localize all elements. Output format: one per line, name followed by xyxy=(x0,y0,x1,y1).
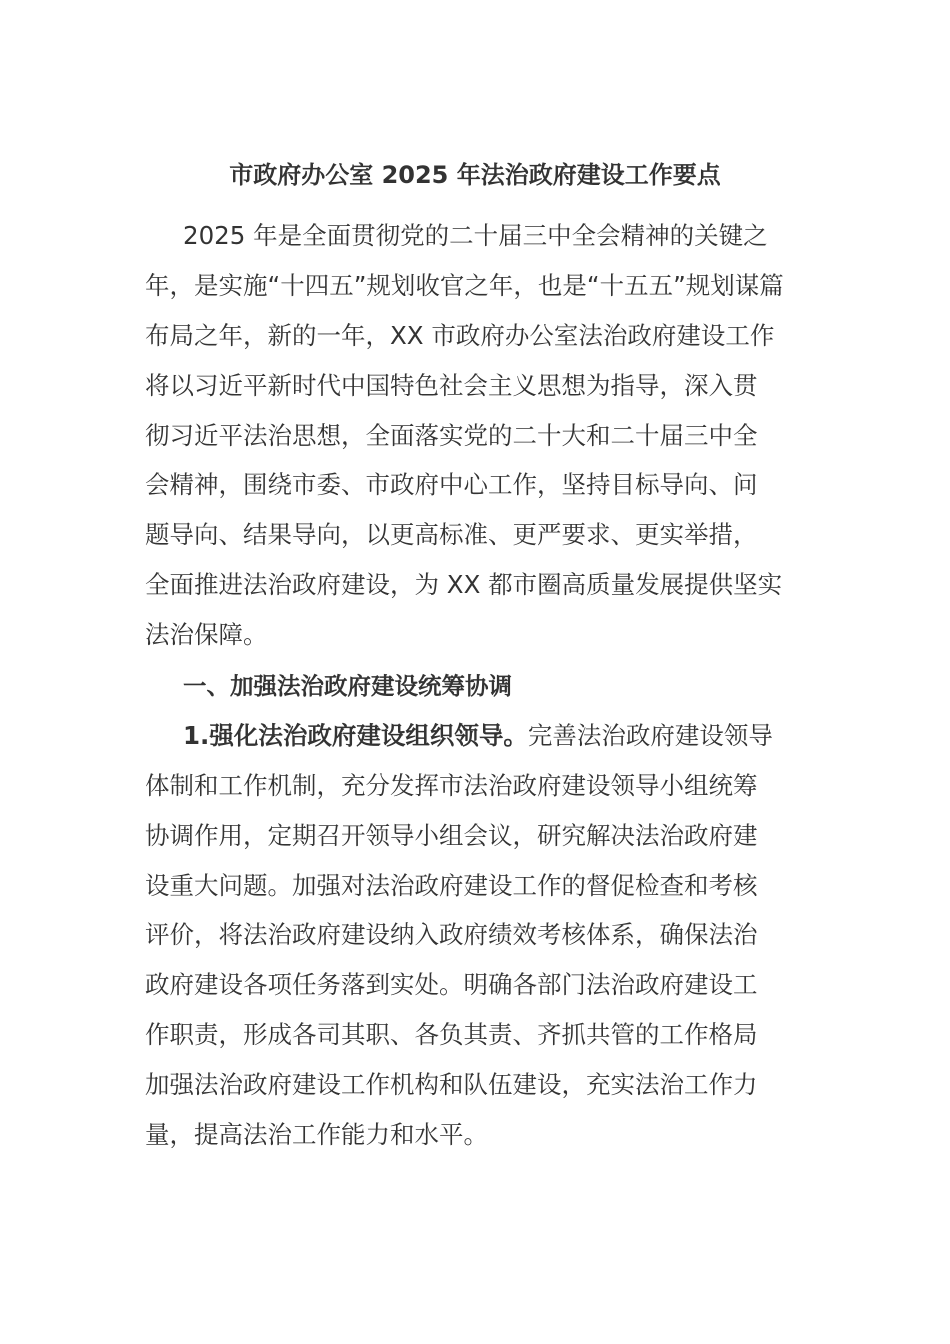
intro-line-4: 将以习近平新时代中国特色社会主义思想为指导，深入贯 xyxy=(145,371,758,400)
item-1-line-5: 评价，将法治政府建设纳入政府绩效考核体系，确保法治 xyxy=(145,920,758,949)
intro-line-8: 全面推进法治政府建设，为 XX 都市圈高质量发展提供坚实 xyxy=(145,570,783,599)
intro-line-5: 彻习近平法治思想，全面落实党的二十大和二十届三中全 xyxy=(145,421,758,450)
item-1-first-rest: 完善法治政府建设领导 xyxy=(527,721,773,750)
section-heading-1: 一、加强法治政府建设统筹协调 xyxy=(183,672,512,700)
intro-line-7: 题导向、结果导向，以更高标准、更严要求、更实举措， xyxy=(145,520,758,549)
intro-line-2: 年，是实施“十四五”规划收官之年，也是“十五五”规划谋篇 xyxy=(145,271,784,300)
item-1-line-2: 体制和工作机制，充分发挥市法治政府建设领导小组统筹 xyxy=(145,771,758,800)
item-1-line-9: 量，提高法治工作能力和水平。 xyxy=(145,1120,488,1149)
item-1-line-8: 加强法治政府建设工作机构和队伍建设，充实法治工作力 xyxy=(145,1070,758,1099)
document-title: 市政府办公室 2025 年法治政府建设工作要点 xyxy=(229,161,721,189)
intro-line-6: 会精神，围绕市委、市政府中心工作，坚持目标导向、问 xyxy=(145,470,758,499)
item-1-line-3: 协调作用，定期召开领导小组会议，研究解决法治政府建 xyxy=(145,821,758,850)
item-1-line-7: 作职责，形成各司其职、各负其责、齐抓共管的工作格局 xyxy=(145,1020,758,1049)
intro-line-1: 2025 年是全面贯彻党的二十届三中全会精神的关键之 xyxy=(183,221,768,250)
item-1-line-6: 政府建设各项任务落到实处。明确各部门法治政府建设工 xyxy=(145,970,758,999)
intro-line-3: 布局之年，新的一年，XX 市政府办公室法治政府建设工作 xyxy=(145,321,775,350)
intro-line-9: 法治保障。 xyxy=(145,620,268,649)
item-1-line-4: 设重大问题。加强对法治政府建设工作的督促检查和考核 xyxy=(145,871,758,900)
item-1-lead: 1.强化法治政府建设组织领导。 xyxy=(183,721,528,750)
item-1-first-line xyxy=(183,719,773,753)
